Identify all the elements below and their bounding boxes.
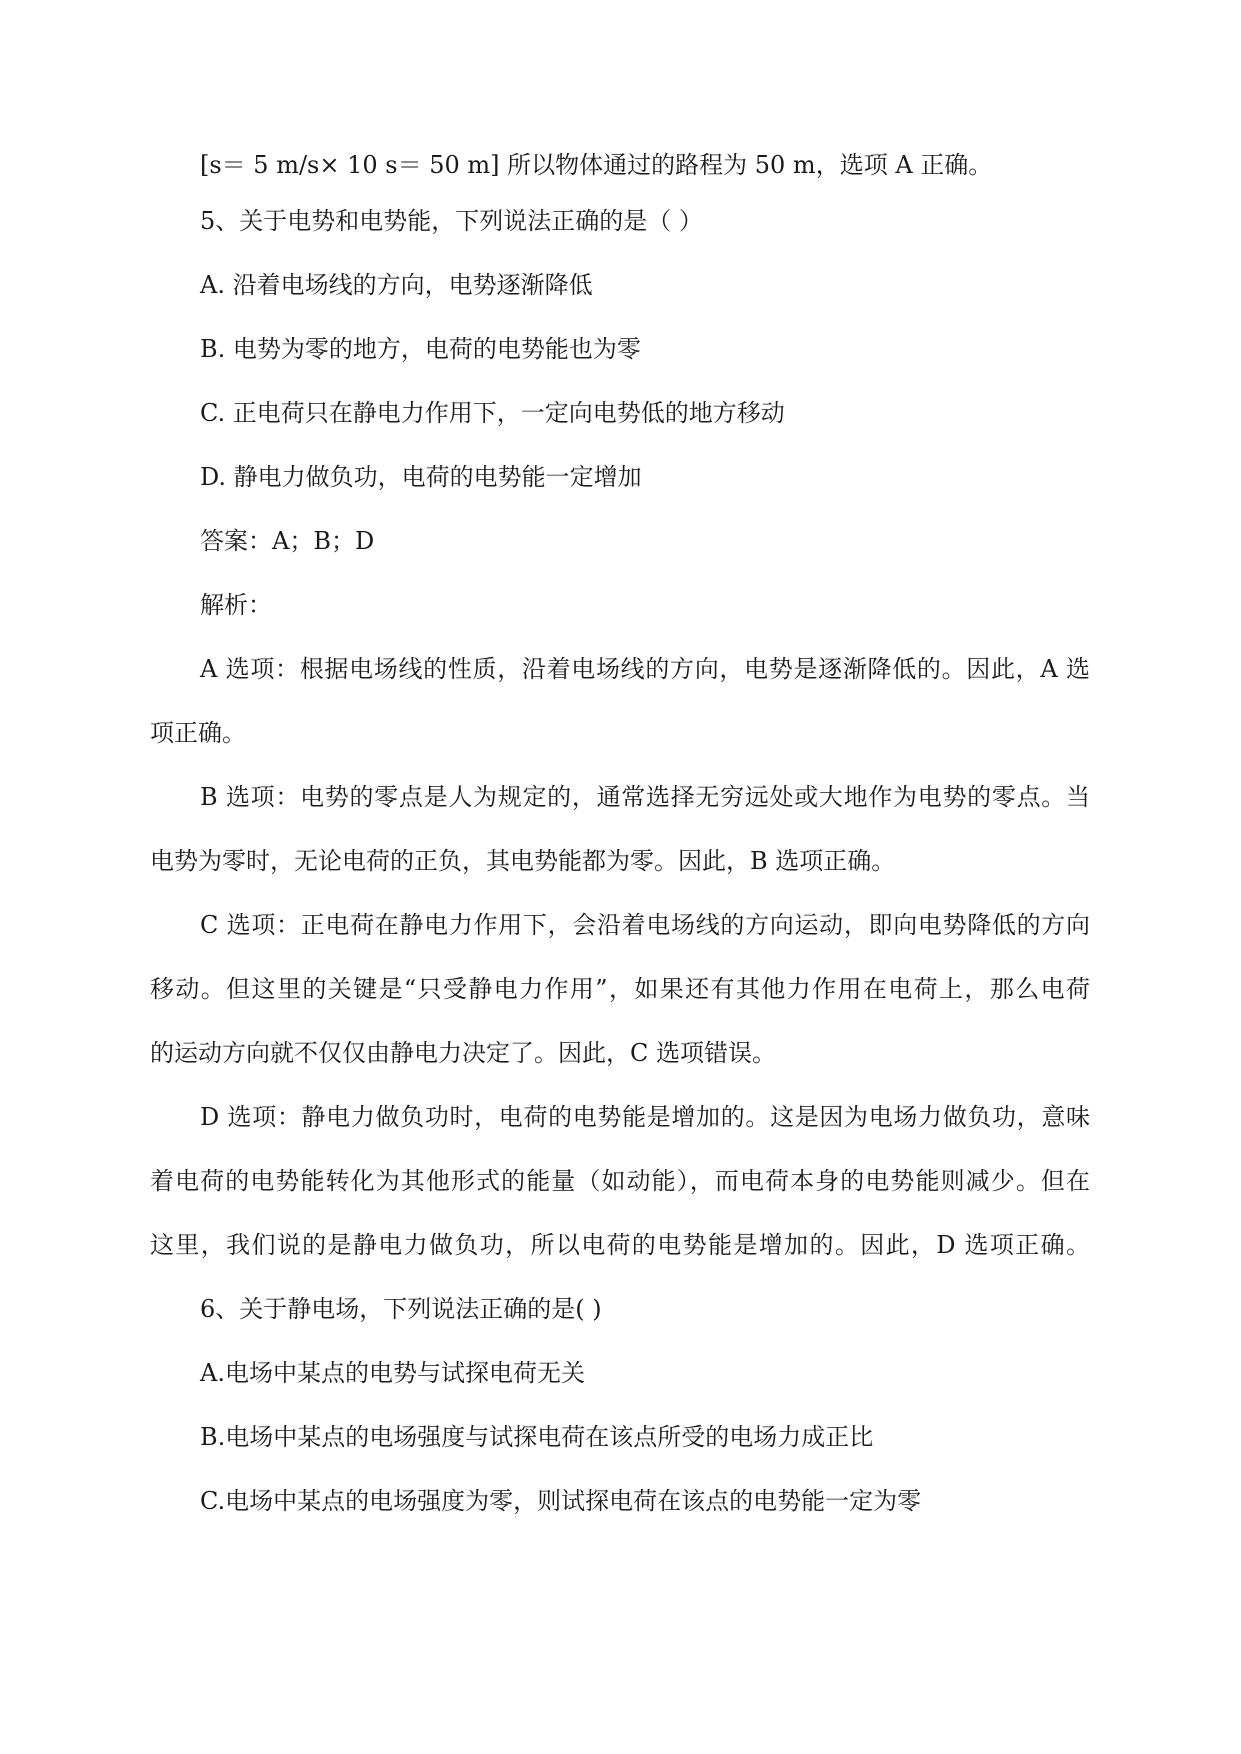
question-5-stem: 5、关于电势和电势能，下列说法正确的是（ ）	[200, 207, 703, 235]
question-5-option-b: B. 电势为零的地方，电荷的电势能也为零	[200, 335, 641, 363]
analysis-d-line-2: 着电荷的电势能转化为其他形式的能量（如动能），而电荷本身的电势能则减少。但在	[150, 1167, 1090, 1195]
question-5-option-d: D. 静电力做负功，电荷的电势能一定增加	[200, 463, 642, 491]
analysis-a-line-1: A 选项：根据电场线的性质，沿着电场线的方向，电势是逐渐降低的。因此，A 选	[200, 655, 1090, 683]
analysis-c-line-3: 的运动方向就不仅仅由静电力决定了。因此，C 选项错误。	[150, 1039, 776, 1067]
analysis-b-line-1: B 选项：电势的零点是人为规定的，通常选择无穷远处或大地作为电势的零点。当	[200, 783, 1090, 811]
question-5-option-c: C. 正电荷只在静电力作用下，一定向电势低的地方移动	[200, 399, 785, 427]
question-6-option-c: C.电场中某点的电场强度为零，则试探电荷在该点的电势能一定为零	[200, 1487, 922, 1515]
analysis-d-line-1: D 选项：静电力做负功时，电荷的电势能是增加的。这是因为电场力做负功，意味	[200, 1103, 1090, 1131]
previous-answer-conclusion: [s＝ 5 m/s× 10 s＝ 50 m] 所以物体通过的路程为 50 m，选项 A 正确。	[200, 151, 993, 179]
question-6-option-a: A.电场中某点的电势与试探电荷无关	[200, 1359, 585, 1387]
analysis-a-line-2: 项正确。	[150, 719, 246, 747]
question-5-answer: 答案：A；B；D	[200, 527, 375, 555]
question-6-stem: 6、关于静电场，下列说法正确的是( )	[200, 1295, 602, 1323]
question-5-option-a: A. 沿着电场线的方向，电势逐渐降低	[200, 271, 593, 299]
analysis-b-line-2: 电势为零时，无论电荷的正负，其电势能都为零。因此，B 选项正确。	[150, 847, 896, 875]
analysis-d-line-3: 这里，我们说的是静电力做负功，所以电荷的电势能是增加的。因此，D 选项正确。	[150, 1231, 1090, 1259]
analysis-heading: 解析：	[200, 591, 272, 619]
analysis-c-line-1: C 选项：正电荷在静电力作用下，会沿着电场线的方向运动，即向电势降低的方向	[200, 911, 1090, 939]
analysis-c-line-2: 移动。但这里的关键是“只受静电力作用”，如果还有其他力作用在电荷上，那么电荷	[150, 975, 1090, 1003]
question-6-option-b: B.电场中某点的电场强度与试探电荷在该点所受的电场力成正比	[200, 1423, 874, 1451]
